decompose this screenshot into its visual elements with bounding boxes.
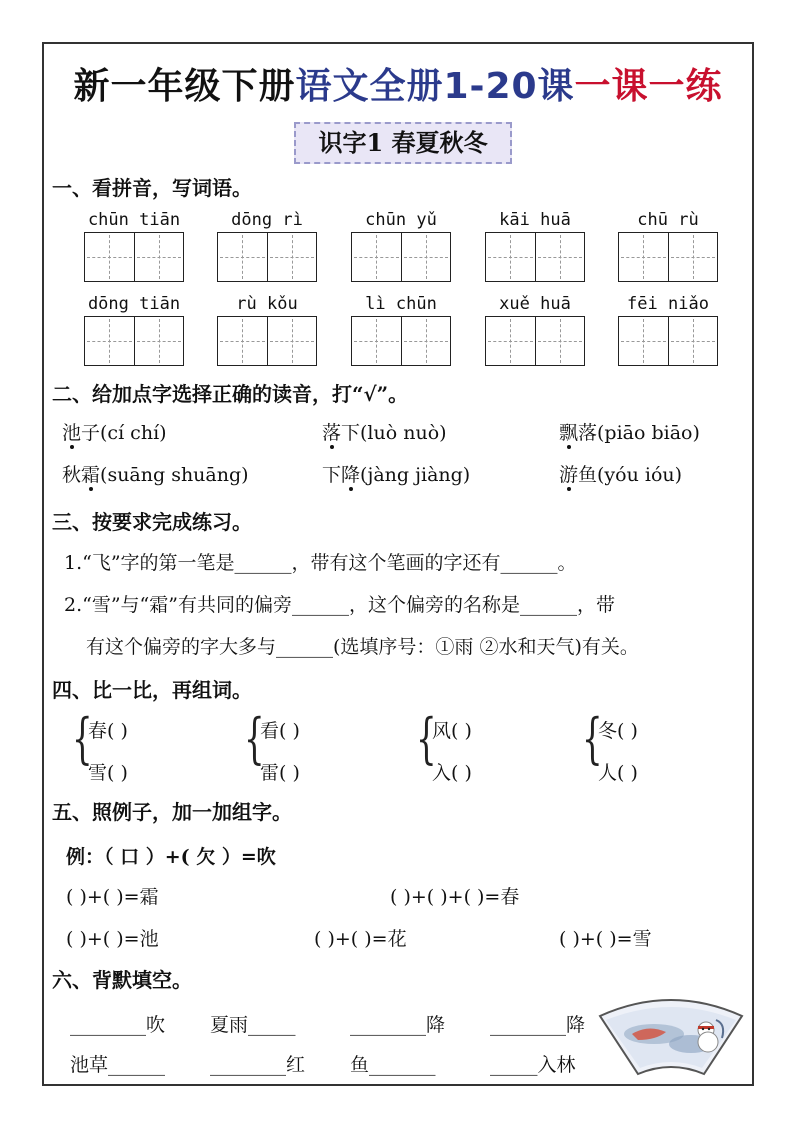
compare-word[interactable]: 人( ) [598,762,638,784]
brace-icon: { [244,707,265,770]
fan-painting-illustration [596,994,746,1078]
reading-item[interactable]: 飘落(piāo biāo) [559,422,700,444]
section-3-heading: 三、按要求完成练习。 [52,510,252,534]
reading-item[interactable]: 秋霜(suāng shuāng) [62,464,249,486]
pinyin-label: lì chūn [365,294,437,314]
section-2-heading: 二、给加点字选择正确的读音，打“√”。 [52,382,409,406]
reading-item[interactable]: 池子(cí chí) [62,422,167,444]
compose-item[interactable]: ( )+( )=花 [314,928,407,950]
fill-blank[interactable]: 夏雨_____ [210,1014,296,1036]
reading-item[interactable]: 下降(jàng jiàng) [322,464,471,486]
pinyin-label: dōng rì [231,210,303,230]
compare-word[interactable]: 入( ) [432,762,472,784]
writing-box[interactable] [485,232,585,282]
compare-word[interactable]: 春( ) [88,720,128,742]
pinyin-label: rù kǒu [236,294,298,314]
worksheet [42,42,754,1086]
pinyin-label: xuě huā [499,294,571,314]
pinyin-label: chūn tiān [87,210,181,230]
exercise-line[interactable]: 2.“雪”与“霜”有共同的偏旁______，这个偏旁的名称是______，带 [64,594,615,616]
compose-item[interactable]: ( )+( )=霜 [66,886,159,908]
title-part2: 语文全册1-20课 [295,66,575,107]
section-5-heading: 五、照例子，加一加组字。 [52,800,292,824]
writing-box[interactable] [485,316,585,366]
compare-word[interactable]: 雪( ) [88,762,128,784]
section-4-heading: 四、比一比，再组词。 [52,678,252,702]
compare-word[interactable]: 看( ) [260,720,300,742]
fill-blank[interactable]: 池草______ [70,1054,166,1076]
compose-item[interactable]: ( )+( )=雪 [559,928,652,950]
pinyin-label: chūn yǔ [365,210,437,230]
writing-box[interactable] [84,316,184,366]
fill-blank[interactable]: _____入林 [490,1054,576,1076]
writing-box[interactable] [618,232,718,282]
pinyin-label: fēi niǎo [627,294,709,314]
writing-box[interactable] [351,232,451,282]
brace-icon: { [72,707,93,770]
title-part1: 新一年级下册 [73,66,296,107]
reading-item[interactable]: 落下(luò nuò) [322,422,447,444]
brace-icon: { [416,707,437,770]
pinyin-label: kāi huā [499,210,571,230]
writing-box[interactable] [217,316,317,366]
pinyin-label: dōng tiān [87,294,181,314]
exercise-line[interactable]: 1.“飞”字的第一笔是______，带有这个笔画的字还有______。 [64,552,577,574]
worksheet-title [44,58,752,109]
fill-blank[interactable]: 鱼_______ [350,1054,436,1076]
reading-item[interactable]: 游鱼(yóu ióu) [559,464,683,486]
compare-word[interactable]: 风( ) [432,720,472,742]
compose-item[interactable]: ( )+( )+( )=春 [390,886,520,908]
brace-icon: { [582,707,603,770]
compare-word[interactable]: 雷( ) [260,762,300,784]
fill-blank[interactable]: ________降 [350,1014,446,1036]
section-1-heading: 一、看拼音，写词语。 [52,176,252,200]
fill-blank[interactable]: ________降 [490,1014,586,1036]
compare-word[interactable]: 冬( ) [598,720,638,742]
writing-box[interactable] [351,316,451,366]
compose-item[interactable]: ( )+( )=池 [66,928,159,950]
fill-blank[interactable]: ________红 [210,1054,306,1076]
example-line: 例：（ 口 ）+( 欠 ）=吹 [66,846,276,868]
writing-box[interactable] [84,232,184,282]
lesson-label: 识字1 春夏秋冬 [294,122,512,164]
section-6-heading: 六、背默填空。 [52,968,192,992]
exercise-line[interactable]: 有这个偏旁的字大多与______(选填序号：①雨 ②水和天气)有关。 [86,636,639,658]
writing-box[interactable] [618,316,718,366]
fill-blank[interactable]: ________吹 [70,1014,166,1036]
title-part3: 一课一练 [574,66,723,107]
writing-box[interactable] [217,232,317,282]
pinyin-label: chū rù [637,210,699,230]
